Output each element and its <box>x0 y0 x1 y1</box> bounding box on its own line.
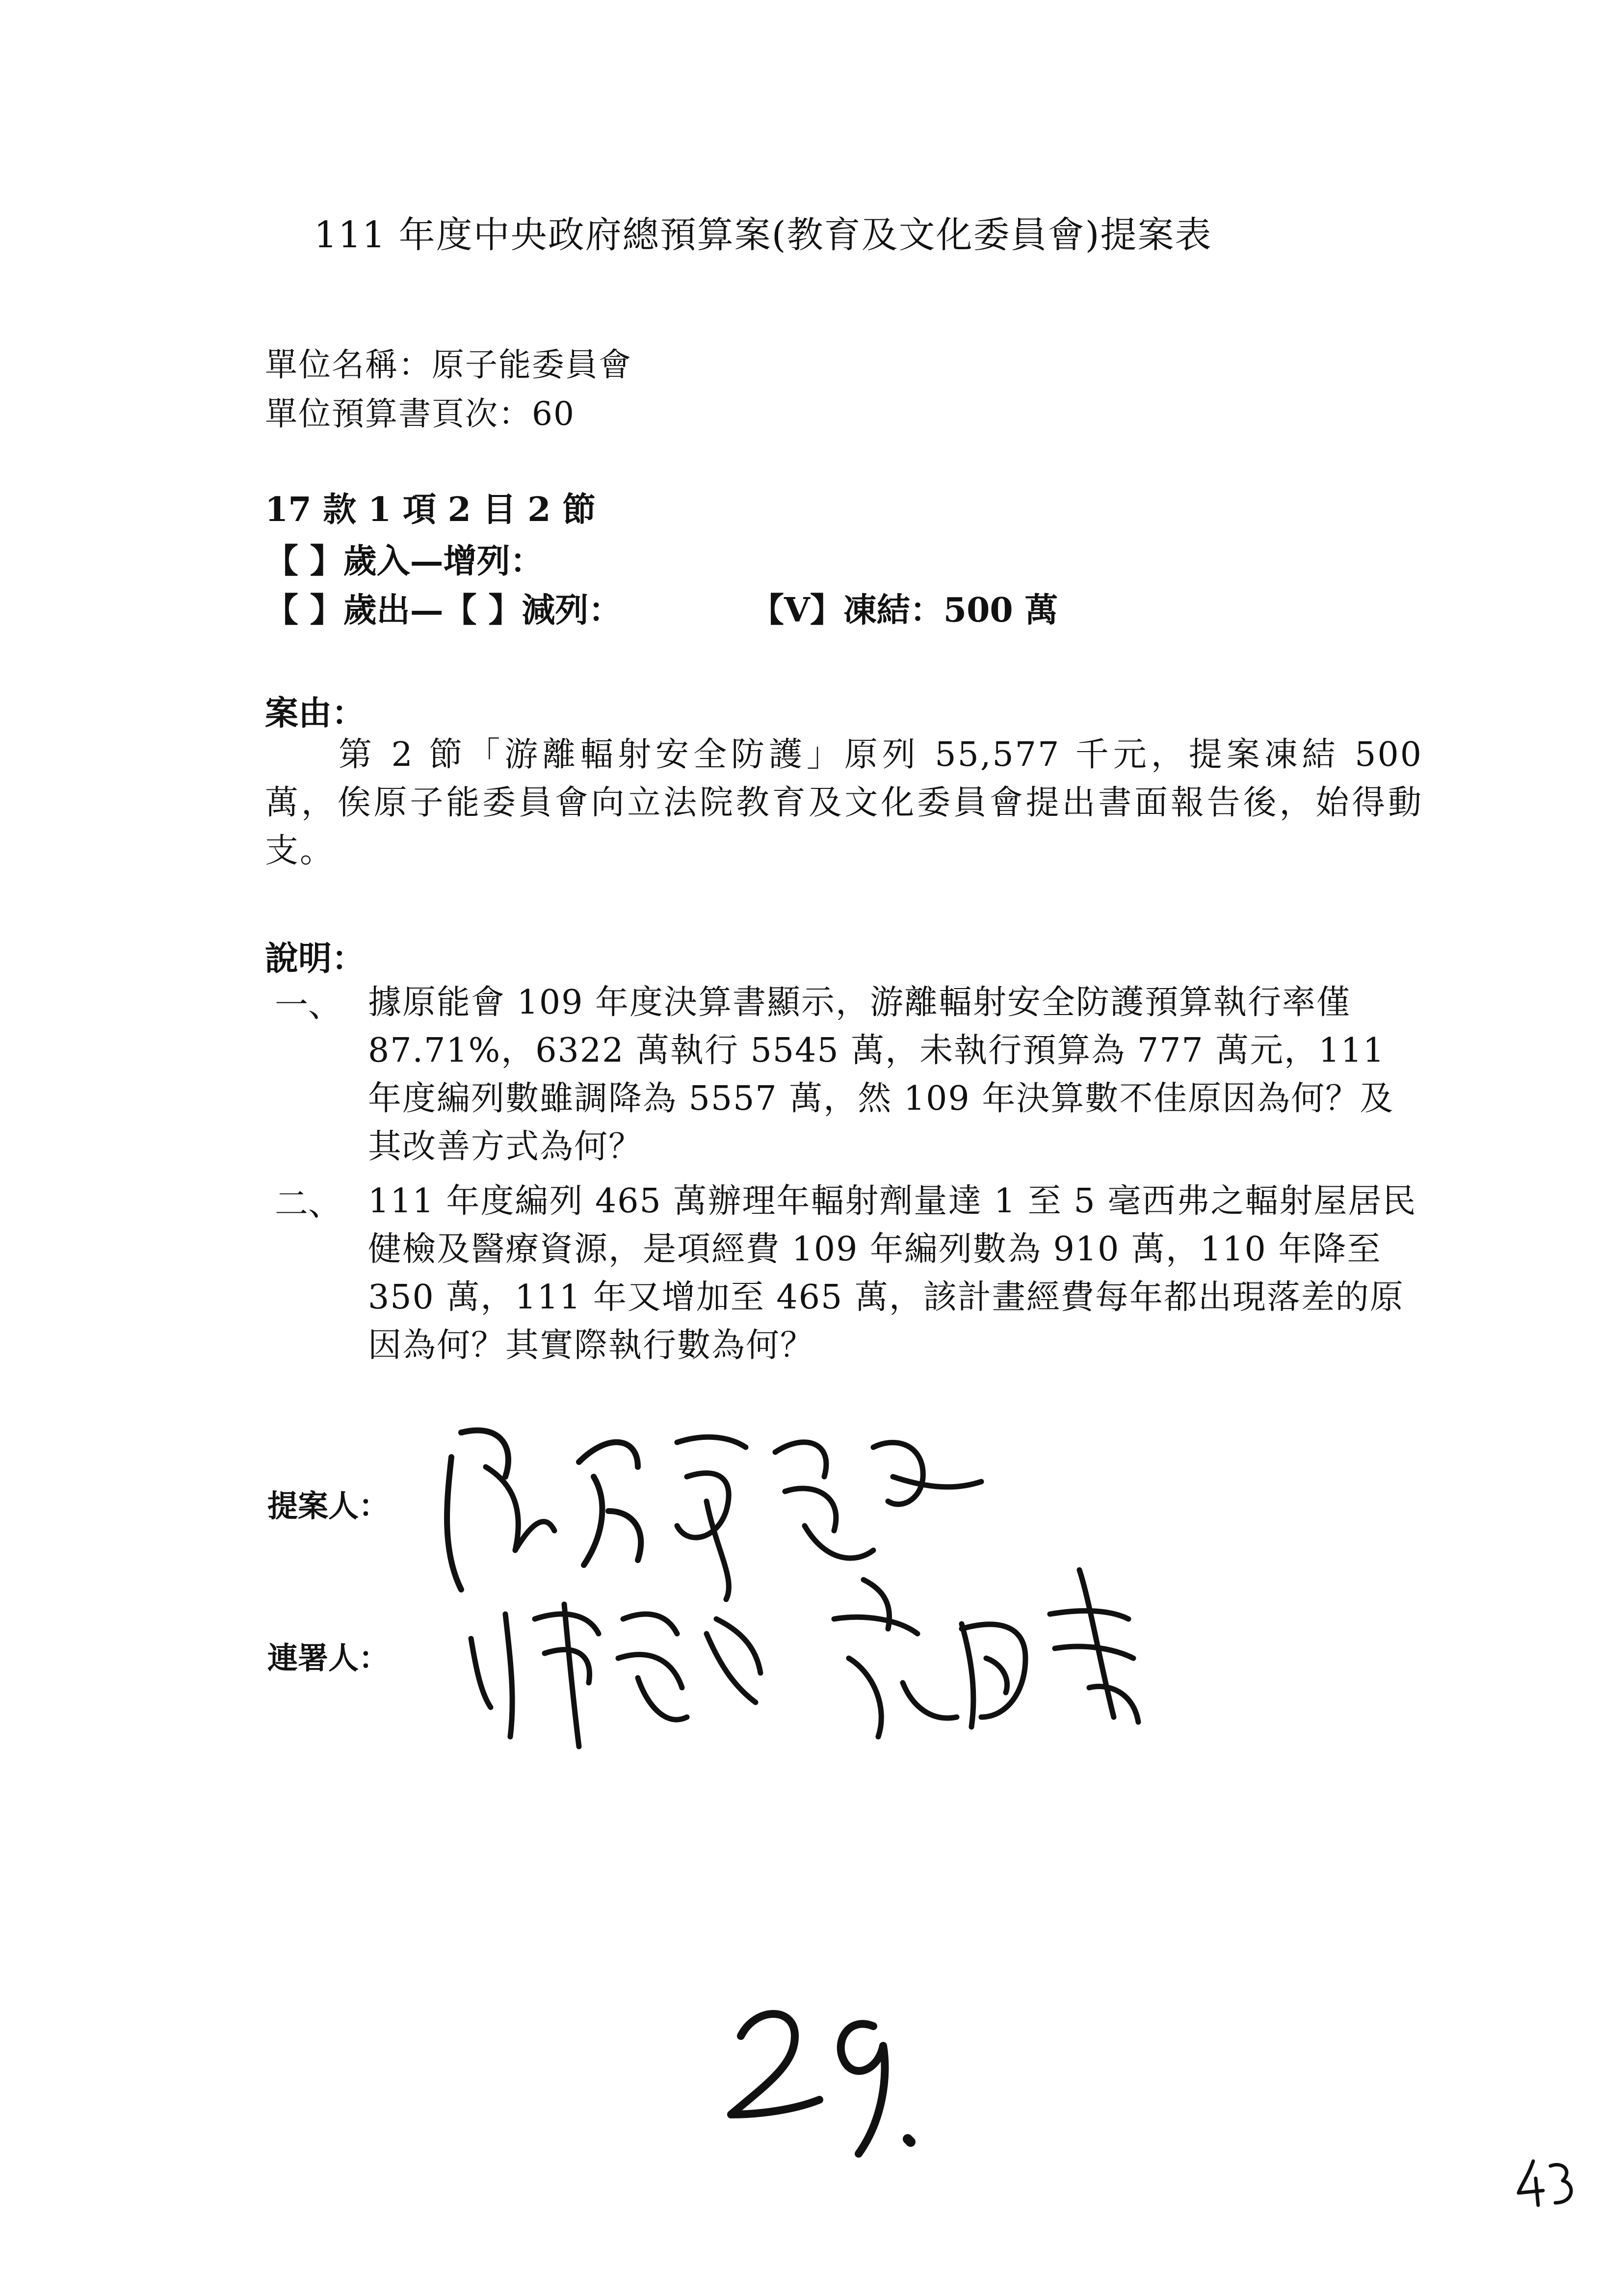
reason-heading: 案由： <box>265 694 366 733</box>
reason-text: 第 2 節「游離輻射安全防護」原列 55,577 千元，提案凍結 500 萬，俟原子能委員會向立法院教育及文化委員會提出書面報告後，始得動支。 <box>265 735 1423 870</box>
item-2-number: 二、 <box>275 1185 342 1224</box>
explanation-heading: 說明： <box>265 939 366 978</box>
item-2-text: 111 年度編列 465 萬辦理年輻射劑量達 1 至 5 毫西弗之輻射屋居民健檢及醫療資源，是項經費 109 年編列數為 910 萬，110 年降至 350 萬，111 年又增加至 465 萬，該計畫經費每年都出現落差的原因為何？其實際執行數為何？ <box>368 1182 1417 1365</box>
proposer-label: 提案人： <box>267 1488 390 1524</box>
unit-name: 單位名稱：原子能委員會 <box>265 346 632 384</box>
item-1-number: 一、 <box>275 986 342 1025</box>
unit-budget-page: 單位預算書頁次：60 <box>265 395 575 433</box>
document-title: 111 年度中央政府總預算案(教育及文化委員會)提案表 <box>314 214 1212 256</box>
handwritten-number-29 <box>721 1992 927 2178</box>
expense-line: 【 】歲出—【 】減列： <box>265 591 622 630</box>
freeze-line: 【V】凍結：500 萬 <box>751 591 1058 630</box>
cosigner-label: 連署人： <box>267 1640 390 1676</box>
cosigner-signatures <box>461 1560 1197 1771</box>
revenue-line: 【 】歲入—增列： <box>265 542 544 581</box>
handwritten-page-number <box>1514 2156 1577 2210</box>
item-1-text: 據原能會 109 年度決算書顯示，游離輻射安全防護預算執行率僅 87.71%，6322 萬執行 5545 萬，未執行預算為 777 萬元，111 年度編列數雖調降為 5557 萬，然 109 年決算數不佳原因為何？及其改善方式為何？ <box>368 983 1394 1166</box>
section-code: 17 款 1 項 2 目 2 節 <box>265 490 596 529</box>
